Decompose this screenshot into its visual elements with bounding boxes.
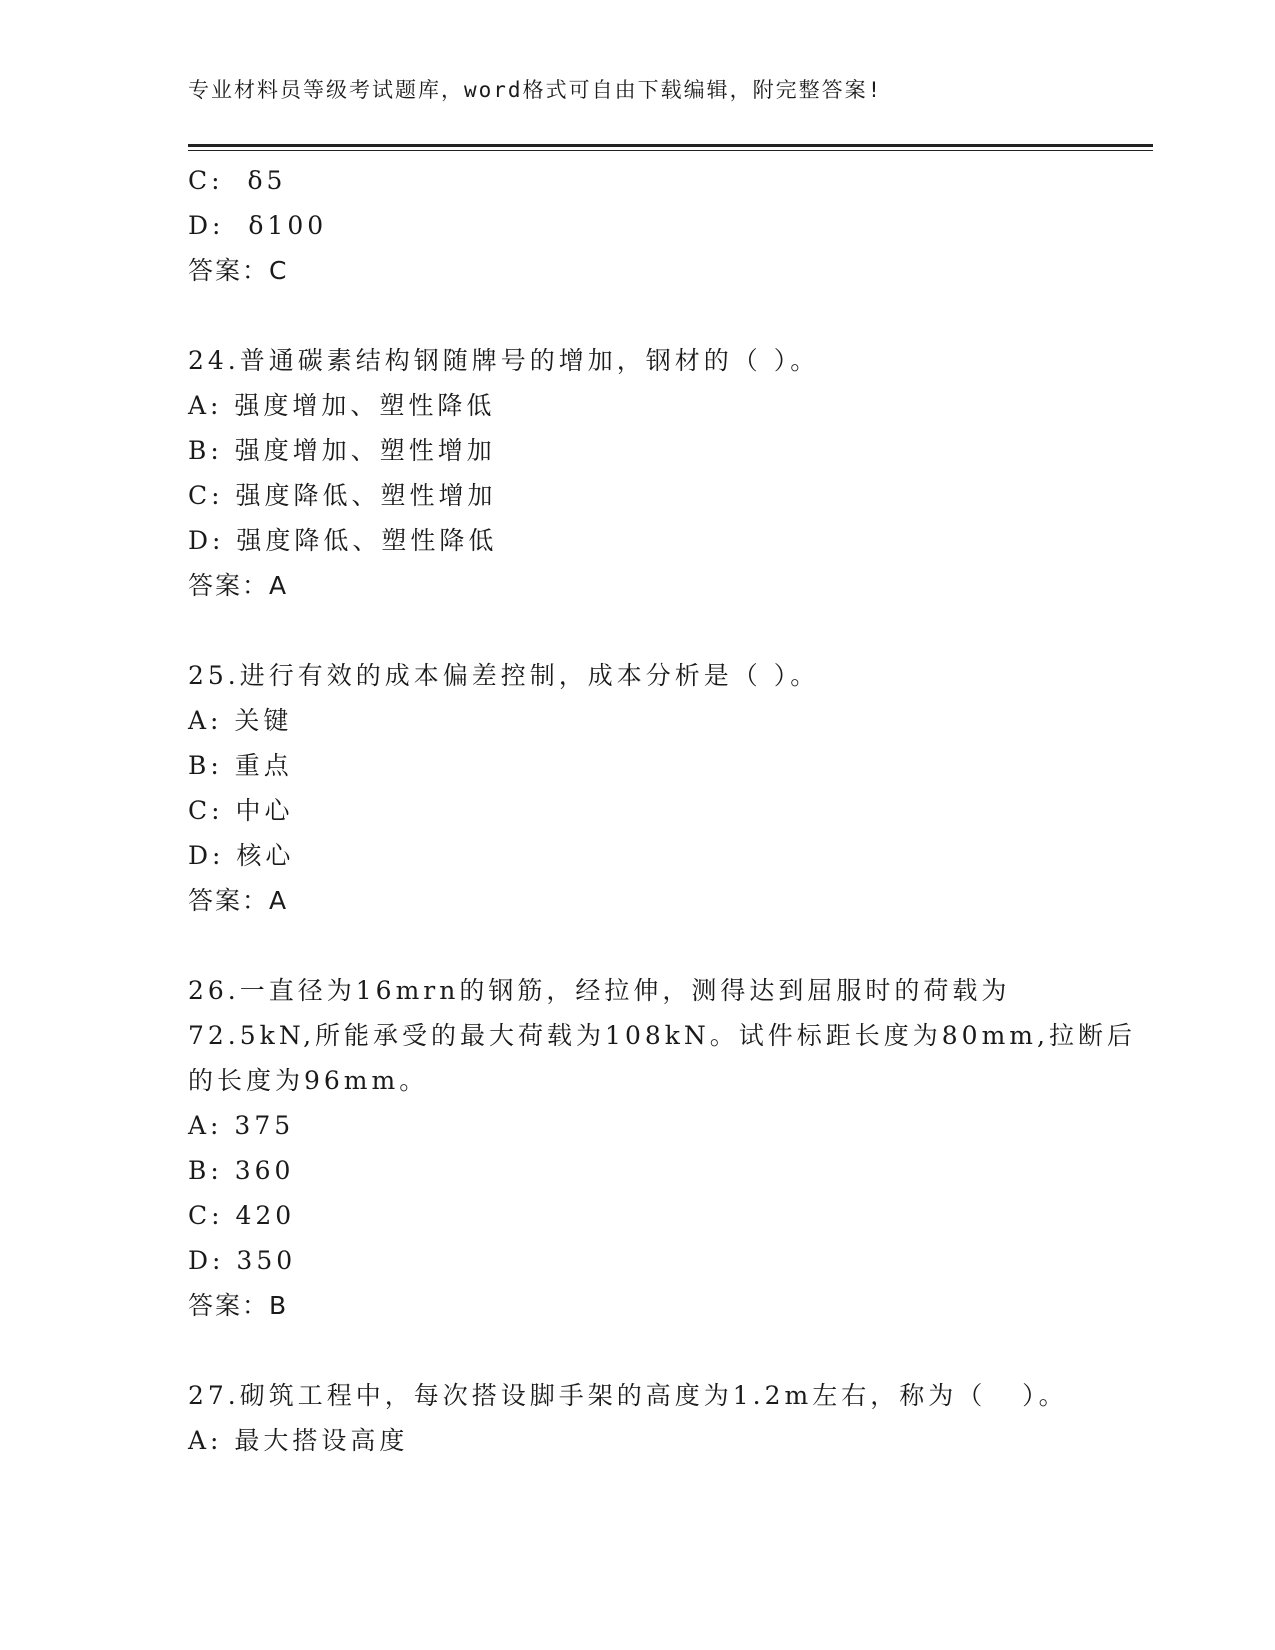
answer-line: 答案：B (188, 1291, 289, 1320)
spacer (188, 293, 1088, 338)
header-rule (188, 144, 1153, 147)
answer-line: 答案：A (188, 886, 289, 915)
header-rule-thin (188, 150, 1153, 151)
question-content (188, 158, 1136, 1463)
question-text-line-3: 的长度为96mm。 (188, 1066, 429, 1095)
question-27 (188, 1373, 1088, 1463)
question-24 (188, 338, 1088, 608)
page-header: 专业材料员等级考试题库，word格式可自由下载编辑，附完整答案! (188, 78, 883, 102)
option-b: B: 重点 (188, 751, 293, 780)
option-a: A: 最大搭设高度 (188, 1426, 409, 1455)
spacer (188, 1328, 1088, 1373)
prev-question (188, 158, 1088, 293)
option-a: A: 375 (188, 1111, 295, 1140)
question-text: 27.砌筑工程中，每次搭设脚手架的高度为1.2m左右，称为（ ）。 (188, 1381, 1068, 1410)
option-a: A: 关键 (188, 706, 293, 735)
question-text: 25.进行有效的成本偏差控制，成本分析是（ ）。 (188, 661, 820, 690)
answer-line: 答案：A (188, 571, 289, 600)
option-d: D: 强度降低、塑性降低 (188, 526, 498, 555)
spacer (188, 923, 1088, 968)
option-d: D: δ100 (188, 211, 328, 240)
option-c: C: δ5 (188, 166, 287, 195)
option-b: B: 强度增加、塑性增加 (188, 436, 496, 465)
option-d: D: 350 (188, 1246, 297, 1275)
option-c: C: 强度降低、塑性增加 (188, 481, 497, 510)
option-c: C: 420 (188, 1201, 296, 1230)
question-text: 24.普通碳素结构钢随牌号的增加，钢材的（ ）。 (188, 346, 820, 375)
question-26 (188, 968, 1136, 1328)
answer-line: 答案：C (188, 256, 289, 285)
option-c: C: 中心 (188, 796, 294, 825)
option-b: B: 360 (188, 1156, 295, 1185)
question-text-line-1: 26.一直径为16mrn的钢筋，经拉伸，测得达到屈服时的荷载为 (188, 976, 1011, 1005)
question-text-line-2: 72.5kN,所能承受的最大荷载为108kN。试件标距长度为80mm,拉断后 (188, 1021, 1136, 1050)
option-d: D: 核心 (188, 841, 295, 870)
spacer (188, 608, 1088, 653)
question-25 (188, 653, 1088, 923)
option-a: A: 强度增加、塑性降低 (188, 391, 496, 420)
